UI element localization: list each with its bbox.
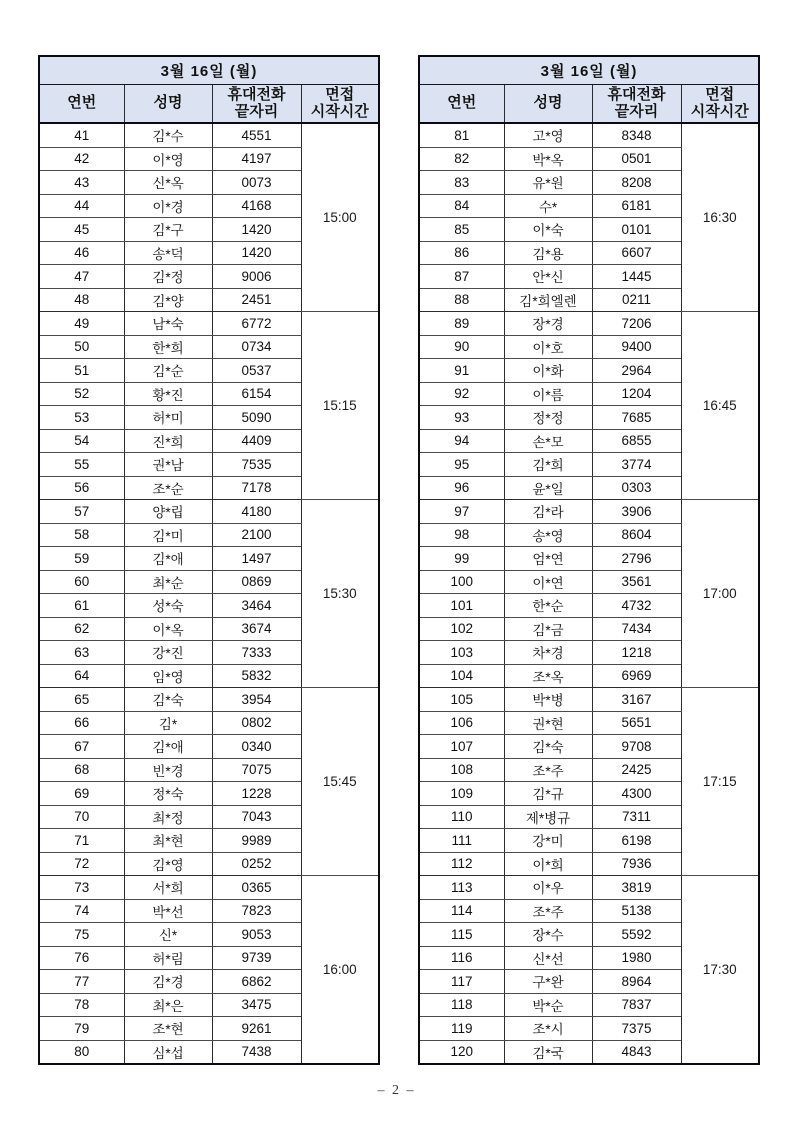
row-name: 박*선: [124, 899, 212, 923]
row-name: 김*순: [124, 359, 212, 383]
row-number: 119: [419, 1017, 504, 1041]
row-number: 105: [419, 688, 504, 712]
row-phone-digits: 3561: [592, 570, 681, 594]
row-name: 한*순: [504, 594, 592, 618]
row-number: 80: [39, 1040, 124, 1064]
row-phone-digits: 7535: [212, 453, 301, 477]
row-phone-digits: 4732: [592, 594, 681, 618]
row-name: 이*름: [504, 382, 592, 406]
row-number: 62: [39, 617, 124, 641]
interview-start-time: 17:30: [681, 876, 759, 1065]
row-name: 신*: [124, 923, 212, 947]
row-phone-digits: 0211: [592, 288, 681, 312]
row-number: 48: [39, 288, 124, 312]
row-name: 김*국: [504, 1040, 592, 1064]
row-name: 박*옥: [504, 147, 592, 171]
row-number: 55: [39, 453, 124, 477]
row-name: 손*모: [504, 429, 592, 453]
row-phone-digits: 7837: [592, 993, 681, 1017]
row-number: 50: [39, 335, 124, 359]
table-row: [39, 500, 379, 524]
row-number: 64: [39, 664, 124, 688]
row-name: 임*영: [124, 664, 212, 688]
interview-start-time: 15:00: [301, 123, 379, 312]
row-phone-digits: 0073: [212, 171, 301, 195]
col-header-time-line2: 시작시간: [690, 102, 749, 120]
schedule-table-right: [418, 55, 760, 1065]
table-row: [419, 500, 759, 524]
col-header-name: 성명: [124, 85, 212, 124]
row-number: 81: [419, 123, 504, 147]
row-phone-digits: 7206: [592, 312, 681, 336]
row-phone-digits: 1420: [212, 241, 301, 265]
row-number: 98: [419, 523, 504, 547]
row-phone-digits: 9739: [212, 946, 301, 970]
row-number: 104: [419, 664, 504, 688]
row-number: 89: [419, 312, 504, 336]
interview-start-time: 15:30: [301, 500, 379, 688]
row-number: 108: [419, 758, 504, 782]
row-phone-digits: 7438: [212, 1040, 301, 1064]
row-phone-digits: 4551: [212, 123, 301, 147]
row-name: 제*병규: [504, 805, 592, 829]
row-number: 65: [39, 688, 124, 712]
row-name: 김*미: [124, 523, 212, 547]
row-name: 장*수: [504, 923, 592, 947]
row-name: 권*현: [504, 711, 592, 735]
row-number: 103: [419, 641, 504, 665]
row-name: 이*연: [504, 570, 592, 594]
row-number: 69: [39, 782, 124, 806]
col-header-time: [301, 85, 379, 124]
row-name: 구*완: [504, 970, 592, 994]
table-row: [419, 123, 759, 147]
table-title-row: [39, 56, 379, 85]
row-phone-digits: 0802: [212, 711, 301, 735]
row-number: 84: [419, 194, 504, 218]
row-phone-digits: 8604: [592, 523, 681, 547]
row-name: 권*남: [124, 453, 212, 477]
row-phone-digits: 5138: [592, 899, 681, 923]
row-name: 김*금: [504, 617, 592, 641]
row-phone-digits: 6855: [592, 429, 681, 453]
row-name: 김*정: [124, 265, 212, 289]
interview-start-time: 17:15: [681, 688, 759, 876]
row-phone-digits: 2796: [592, 547, 681, 571]
row-number: 95: [419, 453, 504, 477]
row-number: 70: [39, 805, 124, 829]
row-phone-digits: 7043: [212, 805, 301, 829]
row-phone-digits: 3819: [592, 876, 681, 900]
row-number: 46: [39, 241, 124, 265]
schedule-tables-container: [38, 55, 760, 1065]
row-phone-digits: 8208: [592, 171, 681, 195]
row-phone-digits: 7434: [592, 617, 681, 641]
row-number: 79: [39, 1017, 124, 1041]
interview-start-time: 15:15: [301, 312, 379, 500]
row-phone-digits: 2451: [212, 288, 301, 312]
row-number: 43: [39, 171, 124, 195]
row-name: 조*주: [504, 758, 592, 782]
row-phone-digits: 9989: [212, 829, 301, 853]
table-row: [39, 688, 379, 712]
row-name: 차*경: [504, 641, 592, 665]
row-name: 수*: [504, 194, 592, 218]
row-phone-digits: 2425: [592, 758, 681, 782]
row-phone-digits: 1445: [592, 265, 681, 289]
row-name: 신*선: [504, 946, 592, 970]
table-row: [39, 123, 379, 147]
row-number: 78: [39, 993, 124, 1017]
table-header-row: [419, 85, 759, 124]
row-phone-digits: 6154: [212, 382, 301, 406]
row-name: 최*정: [124, 805, 212, 829]
row-number: 91: [419, 359, 504, 383]
row-name: 남*숙: [124, 312, 212, 336]
row-number: 73: [39, 876, 124, 900]
row-phone-digits: 6969: [592, 664, 681, 688]
row-name: 김*: [124, 711, 212, 735]
row-number: 112: [419, 852, 504, 876]
row-phone-digits: 0869: [212, 570, 301, 594]
row-phone-digits: 4843: [592, 1040, 681, 1064]
row-number: 86: [419, 241, 504, 265]
row-number: 90: [419, 335, 504, 359]
row-phone-digits: 1420: [212, 218, 301, 242]
row-number: 83: [419, 171, 504, 195]
row-phone-digits: 9400: [592, 335, 681, 359]
row-number: 93: [419, 406, 504, 430]
row-number: 49: [39, 312, 124, 336]
col-header-phone: [212, 85, 301, 124]
row-phone-digits: 9261: [212, 1017, 301, 1041]
row-number: 111: [419, 829, 504, 853]
row-name: 최*은: [124, 993, 212, 1017]
row-number: 44: [39, 194, 124, 218]
row-phone-digits: 7823: [212, 899, 301, 923]
table-title-row: [419, 56, 759, 85]
row-phone-digits: 0303: [592, 476, 681, 500]
row-name: 박*병: [504, 688, 592, 712]
row-phone-digits: 7685: [592, 406, 681, 430]
row-phone-digits: 8348: [592, 123, 681, 147]
row-phone-digits: 2100: [212, 523, 301, 547]
row-number: 92: [419, 382, 504, 406]
row-number: 102: [419, 617, 504, 641]
row-number: 45: [39, 218, 124, 242]
row-phone-digits: 0537: [212, 359, 301, 383]
row-name: 김*규: [504, 782, 592, 806]
row-phone-digits: 1204: [592, 382, 681, 406]
row-name: 한*희: [124, 335, 212, 359]
row-name: 김*수: [124, 123, 212, 147]
col-header-phone-line1: 휴대전화: [607, 85, 666, 103]
row-phone-digits: 6862: [212, 970, 301, 994]
row-name: 조*주: [504, 899, 592, 923]
row-phone-digits: 7311: [592, 805, 681, 829]
row-number: 118: [419, 993, 504, 1017]
col-header-time: [681, 85, 759, 124]
col-header-time-line2: 시작시간: [310, 102, 369, 120]
col-header-phone: [592, 85, 681, 124]
row-phone-digits: 0101: [592, 218, 681, 242]
row-phone-digits: 4180: [212, 500, 301, 524]
row-name: 조*순: [124, 476, 212, 500]
row-number: 59: [39, 547, 124, 571]
row-number: 100: [419, 570, 504, 594]
row-name: 김*구: [124, 218, 212, 242]
row-number: 61: [39, 594, 124, 618]
row-phone-digits: 4197: [212, 147, 301, 171]
row-number: 63: [39, 641, 124, 665]
row-number: 97: [419, 500, 504, 524]
row-number: 67: [39, 735, 124, 759]
row-name: 김*경: [124, 970, 212, 994]
row-name: 양*립: [124, 500, 212, 524]
row-name: 황*진: [124, 382, 212, 406]
interview-start-time: 17:00: [681, 500, 759, 688]
row-number: 76: [39, 946, 124, 970]
row-phone-digits: 1497: [212, 547, 301, 571]
row-name: 최*현: [124, 829, 212, 853]
row-number: 110: [419, 805, 504, 829]
row-name: 유*원: [504, 171, 592, 195]
row-number: 85: [419, 218, 504, 242]
row-name: 김*숙: [504, 735, 592, 759]
row-name: 장*경: [504, 312, 592, 336]
row-number: 47: [39, 265, 124, 289]
row-name: 김*숙: [124, 688, 212, 712]
row-name: 심*섭: [124, 1040, 212, 1064]
row-phone-digits: 7075: [212, 758, 301, 782]
row-phone-digits: 6772: [212, 312, 301, 336]
row-number: 66: [39, 711, 124, 735]
row-number: 94: [419, 429, 504, 453]
row-name: 정*정: [504, 406, 592, 430]
row-number: 42: [39, 147, 124, 171]
col-header-number: 연번: [39, 85, 124, 124]
row-number: 58: [39, 523, 124, 547]
row-phone-digits: 6181: [592, 194, 681, 218]
row-phone-digits: 1980: [592, 946, 681, 970]
row-number: 117: [419, 970, 504, 994]
row-number: 72: [39, 852, 124, 876]
row-phone-digits: 3906: [592, 500, 681, 524]
row-number: 41: [39, 123, 124, 147]
row-phone-digits: 9006: [212, 265, 301, 289]
col-header-time-line1: 면접: [325, 85, 355, 103]
row-phone-digits: 0340: [212, 735, 301, 759]
row-phone-digits: 3954: [212, 688, 301, 712]
row-number: 96: [419, 476, 504, 500]
row-phone-digits: 0252: [212, 852, 301, 876]
row-number: 52: [39, 382, 124, 406]
page-number: – 2 –: [377, 1083, 416, 1098]
row-number: 99: [419, 547, 504, 571]
row-phone-digits: 3464: [212, 594, 301, 618]
row-number: 54: [39, 429, 124, 453]
row-name: 조*시: [504, 1017, 592, 1041]
row-name: 이*옥: [124, 617, 212, 641]
table-row: [419, 876, 759, 900]
row-number: 60: [39, 570, 124, 594]
row-number: 56: [39, 476, 124, 500]
row-name: 정*숙: [124, 782, 212, 806]
row-name: 김*희: [504, 453, 592, 477]
row-name: 서*희: [124, 876, 212, 900]
row-number: 51: [39, 359, 124, 383]
row-number: 71: [39, 829, 124, 853]
row-number: 116: [419, 946, 504, 970]
row-phone-digits: 9708: [592, 735, 681, 759]
row-name: 박*순: [504, 993, 592, 1017]
row-phone-digits: 3475: [212, 993, 301, 1017]
row-name: 엄*연: [504, 547, 592, 571]
row-phone-digits: 0365: [212, 876, 301, 900]
row-phone-digits: 0734: [212, 335, 301, 359]
col-header-number: 연번: [419, 85, 504, 124]
row-phone-digits: 1218: [592, 641, 681, 665]
table-row: [419, 312, 759, 336]
col-header-phone-line2: 끝자리: [614, 102, 659, 120]
row-phone-digits: 0501: [592, 147, 681, 171]
row-name: 송*영: [504, 523, 592, 547]
row-name: 이*희: [504, 852, 592, 876]
row-name: 김*용: [504, 241, 592, 265]
row-name: 김*희엘렌: [504, 288, 592, 312]
schedule-table-left-body: [39, 123, 379, 1064]
col-header-name: 성명: [504, 85, 592, 124]
row-phone-digits: 1228: [212, 782, 301, 806]
row-phone-digits: 3774: [592, 453, 681, 477]
interview-start-time: 16:30: [681, 123, 759, 312]
interview-start-time: 15:45: [301, 688, 379, 876]
row-name: 이*우: [504, 876, 592, 900]
col-header-phone-line2: 끝자리: [234, 102, 279, 120]
row-number: 68: [39, 758, 124, 782]
row-name: 김*라: [504, 500, 592, 524]
row-phone-digits: 8964: [592, 970, 681, 994]
row-name: 송*덕: [124, 241, 212, 265]
row-name: 이*영: [124, 147, 212, 171]
schedule-table-right-body: [419, 123, 759, 1064]
row-phone-digits: 6607: [592, 241, 681, 265]
row-name: 강*진: [124, 641, 212, 665]
row-number: 75: [39, 923, 124, 947]
row-number: 114: [419, 899, 504, 923]
row-number: 107: [419, 735, 504, 759]
row-phone-digits: 6198: [592, 829, 681, 853]
row-name: 윤*일: [504, 476, 592, 500]
row-phone-digits: 4300: [592, 782, 681, 806]
row-phone-digits: 5090: [212, 406, 301, 430]
row-number: 101: [419, 594, 504, 618]
row-name: 허*미: [124, 406, 212, 430]
row-number: 115: [419, 923, 504, 947]
row-number: 57: [39, 500, 124, 524]
row-phone-digits: 3674: [212, 617, 301, 641]
row-number: 109: [419, 782, 504, 806]
row-phone-digits: 7333: [212, 641, 301, 665]
row-number: 53: [39, 406, 124, 430]
row-phone-digits: 3167: [592, 688, 681, 712]
row-name: 안*신: [504, 265, 592, 289]
row-phone-digits: 5832: [212, 664, 301, 688]
row-number: 87: [419, 265, 504, 289]
row-name: 강*미: [504, 829, 592, 853]
col-header-time-line1: 면접: [705, 85, 735, 103]
row-phone-digits: 7375: [592, 1017, 681, 1041]
row-name: 김*애: [124, 547, 212, 571]
row-phone-digits: 4168: [212, 194, 301, 218]
row-number: 77: [39, 970, 124, 994]
row-number: 74: [39, 899, 124, 923]
row-name: 조*현: [124, 1017, 212, 1041]
table-date-title: 3월 16일 (월): [39, 56, 379, 85]
row-phone-digits: 2964: [592, 359, 681, 383]
table-row: [39, 876, 379, 900]
interview-start-time: 16:45: [681, 312, 759, 500]
row-number: 120: [419, 1040, 504, 1064]
row-name: 성*숙: [124, 594, 212, 618]
row-name: 고*영: [504, 123, 592, 147]
row-name: 이*화: [504, 359, 592, 383]
row-name: 이*호: [504, 335, 592, 359]
row-phone-digits: 9053: [212, 923, 301, 947]
row-phone-digits: 5651: [592, 711, 681, 735]
schedule-table-left: [38, 55, 380, 1065]
table-header-row: [39, 85, 379, 124]
row-name: 허*림: [124, 946, 212, 970]
row-number: 88: [419, 288, 504, 312]
interview-start-time: 16:00: [301, 876, 379, 1065]
col-header-phone-line1: 휴대전화: [227, 85, 286, 103]
row-phone-digits: 7936: [592, 852, 681, 876]
row-phone-digits: 5592: [592, 923, 681, 947]
table-row: [419, 688, 759, 712]
row-name: 이*숙: [504, 218, 592, 242]
row-name: 진*희: [124, 429, 212, 453]
row-phone-digits: 7178: [212, 476, 301, 500]
row-phone-digits: 4409: [212, 429, 301, 453]
row-name: 김*영: [124, 852, 212, 876]
table-row: [39, 312, 379, 336]
row-name: 김*양: [124, 288, 212, 312]
row-name: 신*옥: [124, 171, 212, 195]
row-number: 82: [419, 147, 504, 171]
row-name: 이*경: [124, 194, 212, 218]
row-number: 113: [419, 876, 504, 900]
row-name: 빈*경: [124, 758, 212, 782]
table-date-title: 3월 16일 (월): [419, 56, 759, 85]
row-name: 최*순: [124, 570, 212, 594]
row-name: 김*애: [124, 735, 212, 759]
row-name: 조*옥: [504, 664, 592, 688]
row-number: 106: [419, 711, 504, 735]
